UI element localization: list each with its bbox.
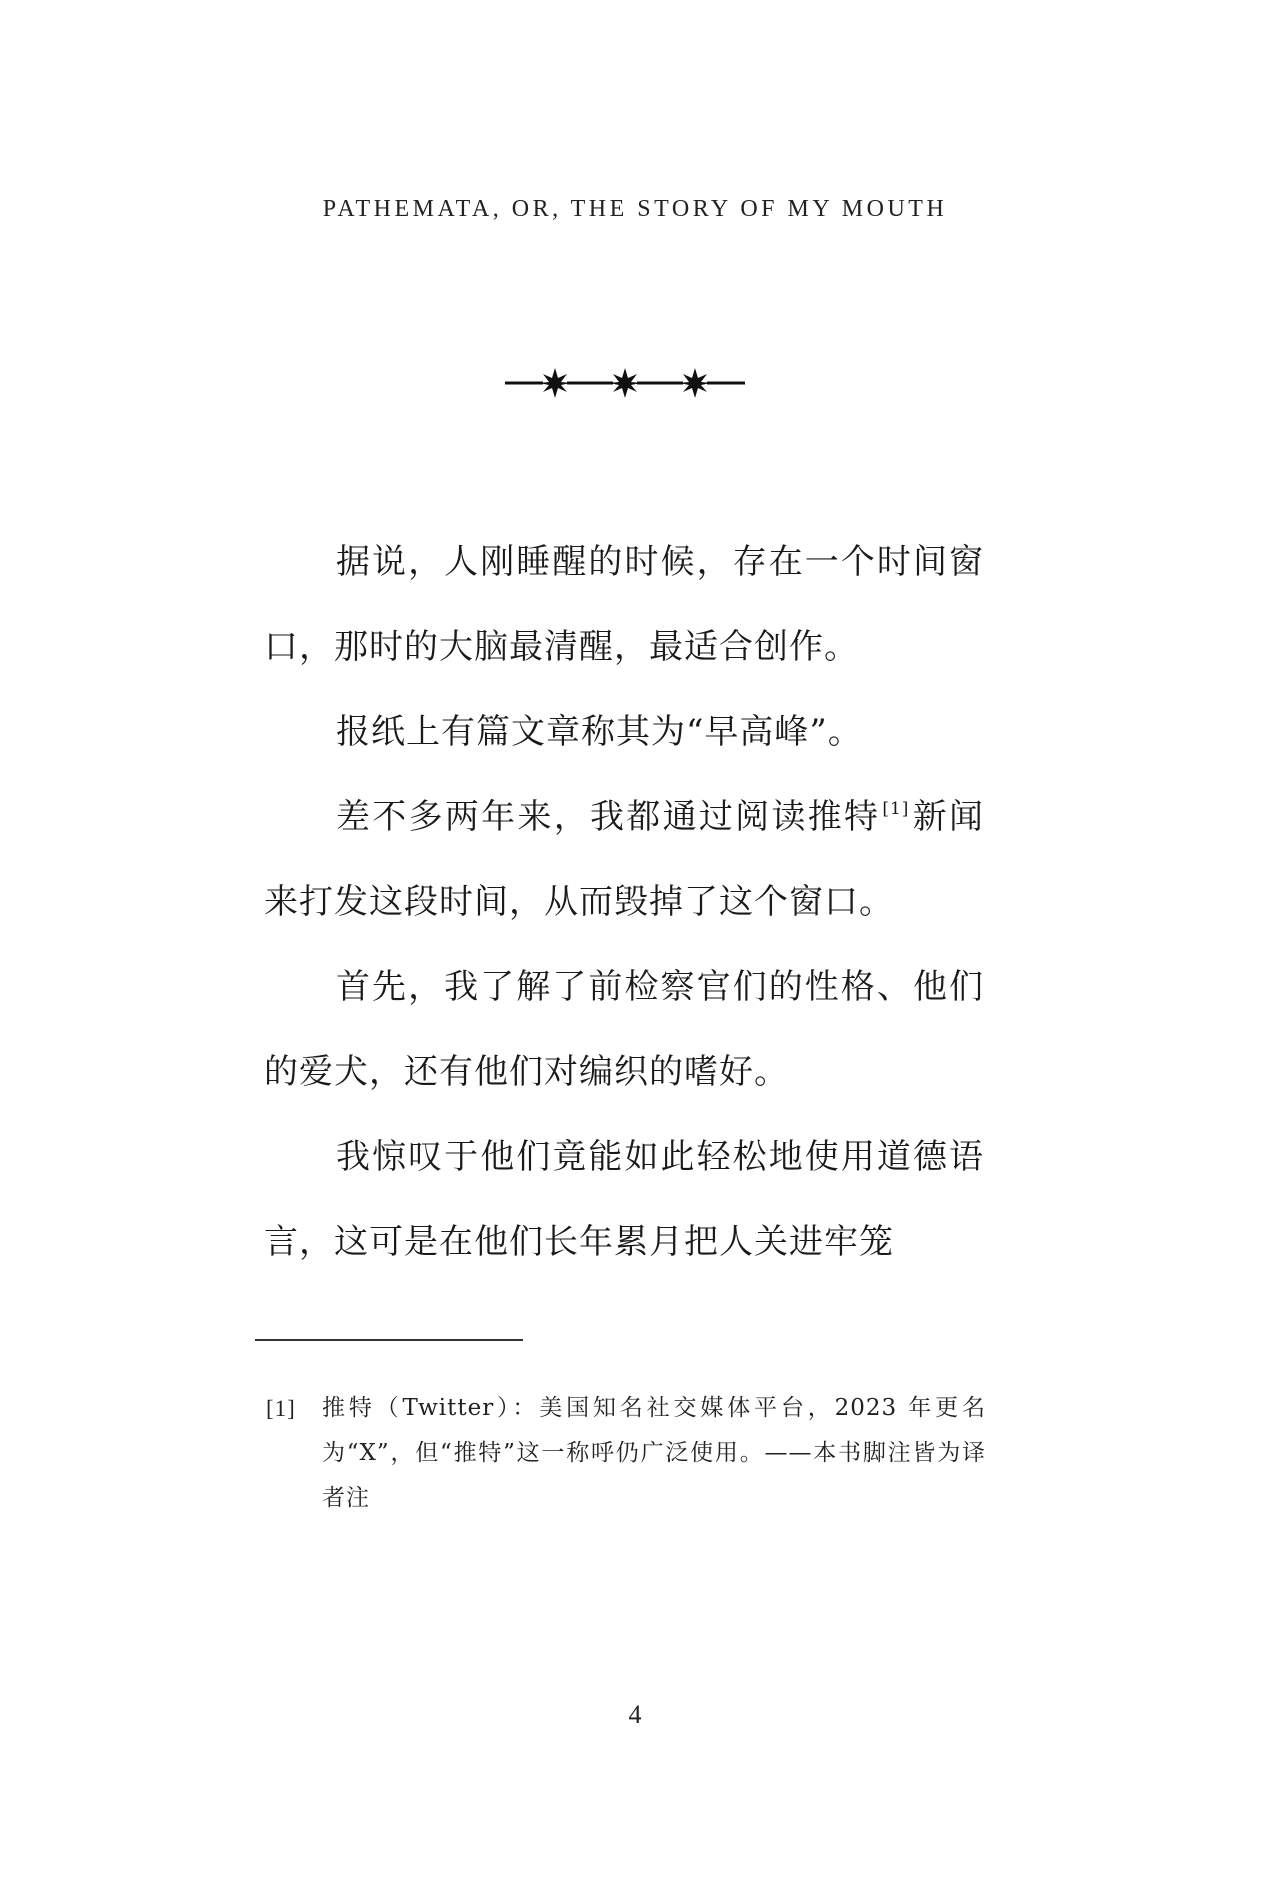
paragraph-3-after: 新闻来打发这段时间，从而毁掉了这个窗口。 (264, 797, 984, 922)
paragraph-1: 据说，人刚睡醒的时候，存在一个时间窗口，那时的大脑最清醒，最适合创作。 (264, 542, 984, 667)
footnote-marker: [1] (266, 1396, 296, 1421)
paragraph-3-before: 差不多两年来，我都通过阅读推特 (336, 797, 881, 837)
page-number: 4 (628, 1700, 642, 1729)
paragraph-5: 我惊叹于他们竟能如此轻松地使用道德语言，这可是在他们长年累月把人关进牢笼 (264, 1137, 984, 1262)
paragraph-4: 首先，我了解了前检察官们的性格、他们的爱犬，还有他们对编织的嗜好。 (264, 967, 984, 1092)
footnote-divider (255, 1339, 523, 1341)
footnote-reference[interactable]: [1] (882, 799, 910, 819)
footnote (266, 1386, 986, 1521)
paragraph-2: 报纸上有篇文章称其为“早高峰”。 (336, 712, 863, 752)
running-head: PATHEMATA, OR, THE STORY OF MY MOUTH (322, 196, 948, 222)
footnote-text: 推特（Twitter）：美国知名社交媒体平台，2023 年更名为“X”，但“推特”这一称呼仍广泛使用。——本书脚注皆为译者注 (322, 1395, 986, 1511)
body-text (264, 520, 984, 1285)
paragraph-3 (264, 775, 984, 945)
dash-star-ornament-icon (505, 366, 745, 400)
